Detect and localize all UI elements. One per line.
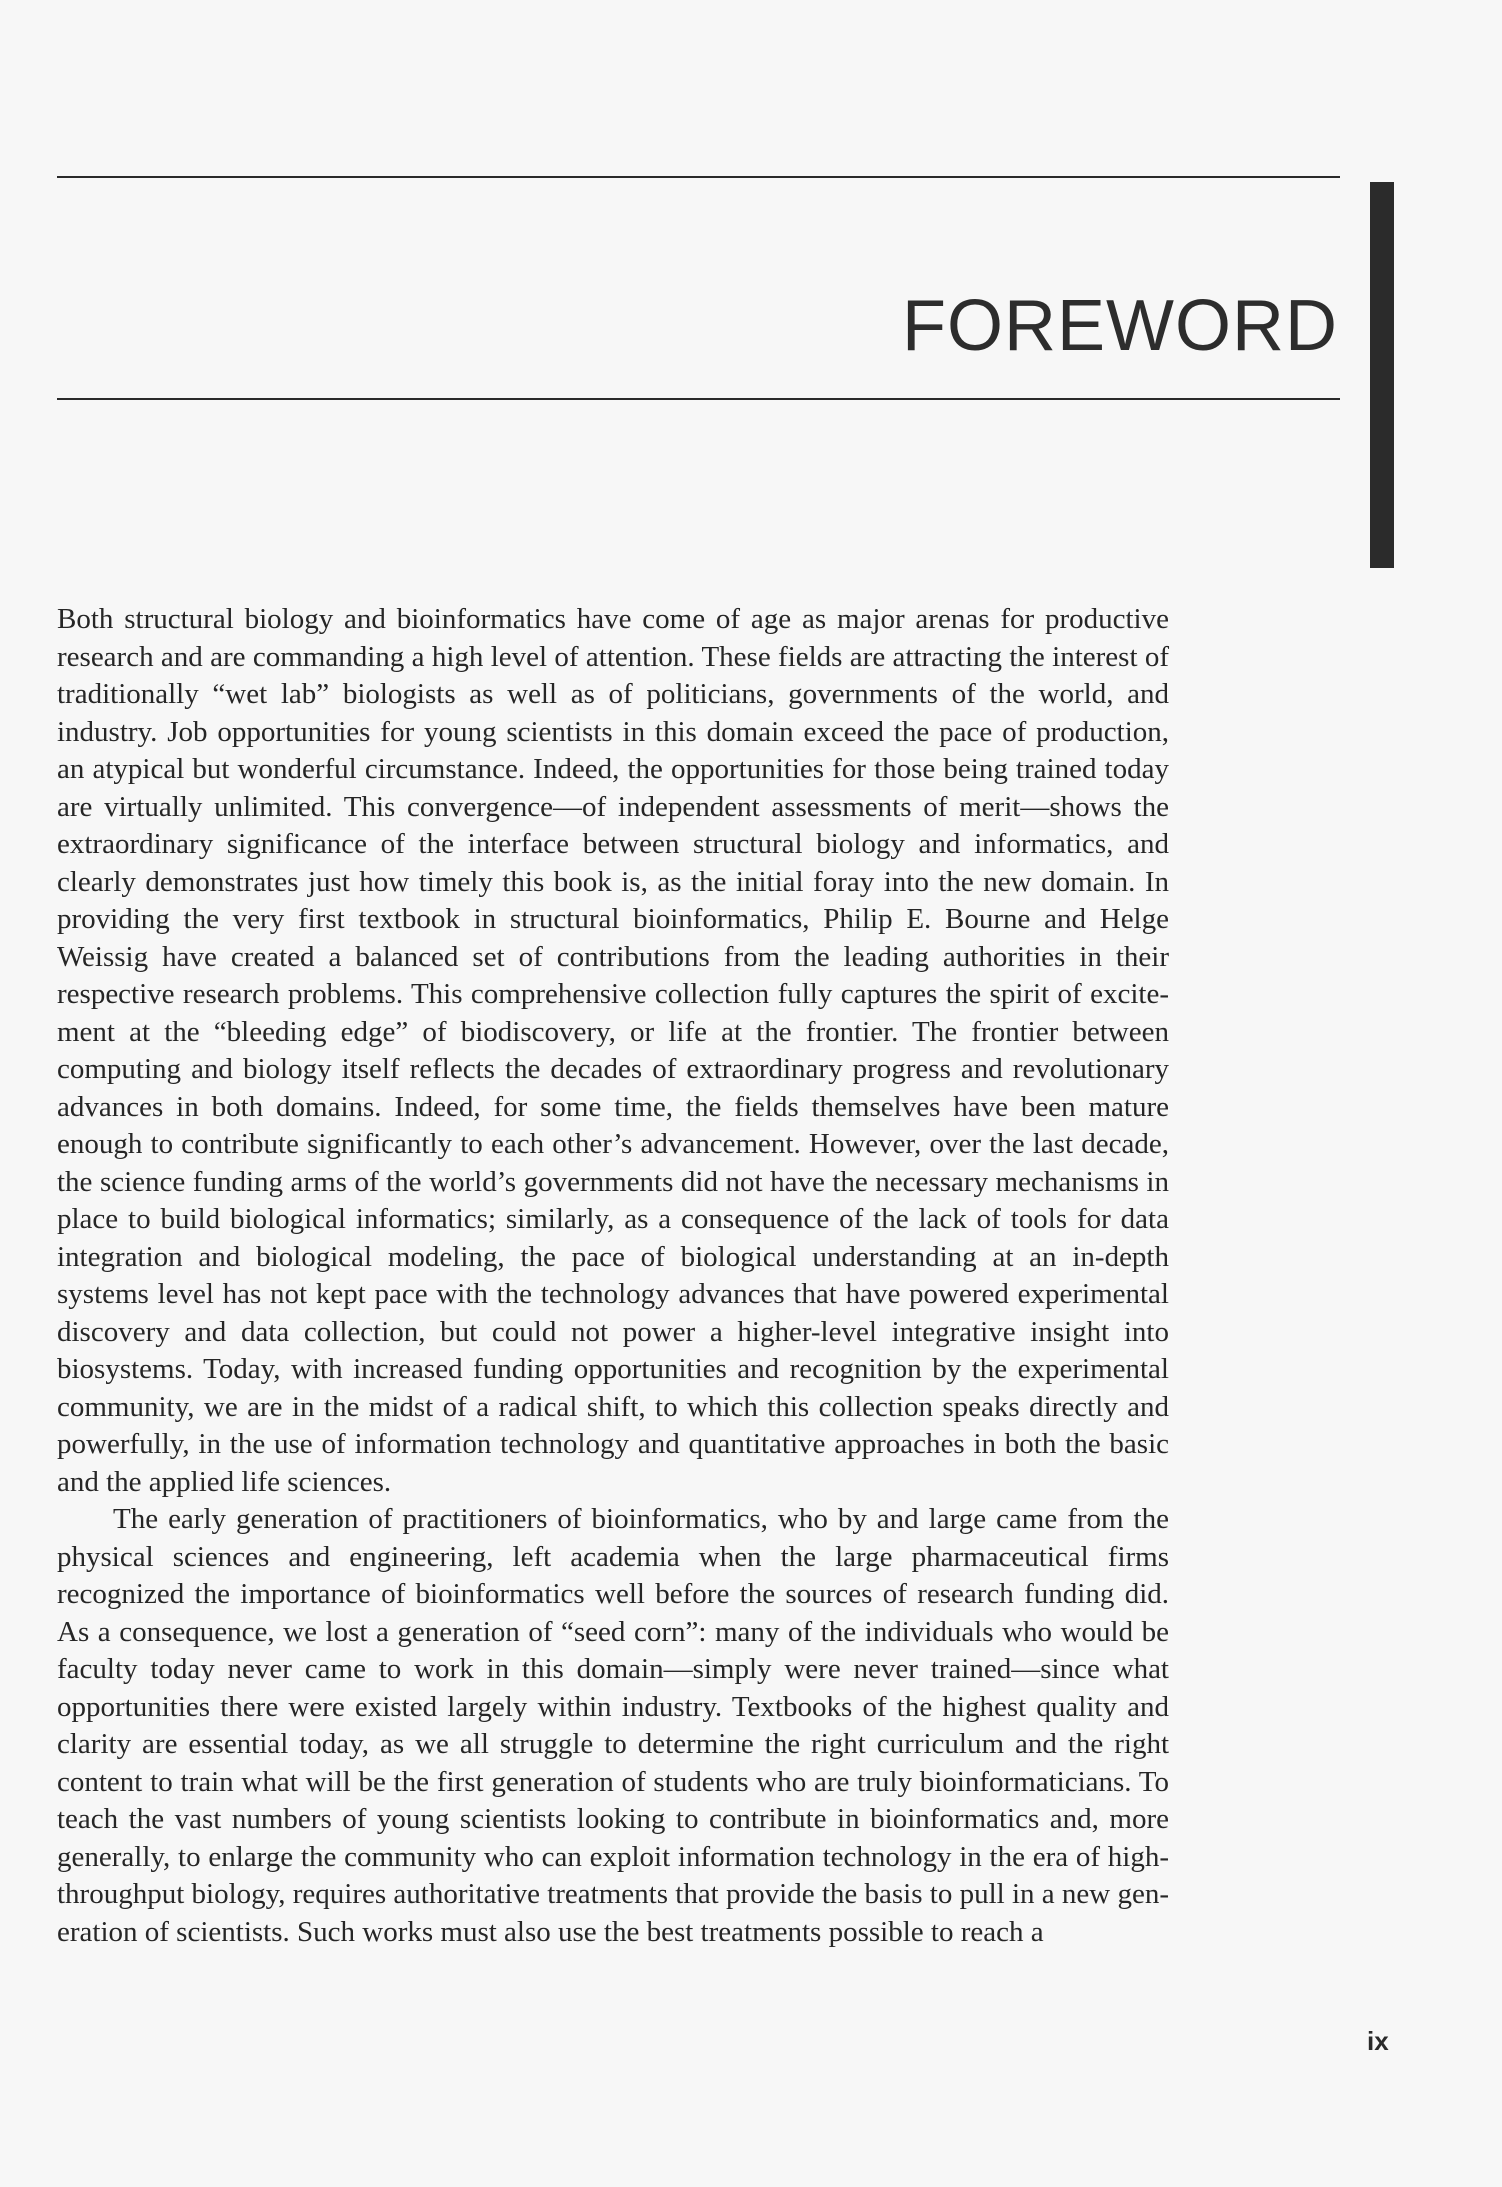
chapter-title: FOREWORD: [902, 286, 1338, 366]
chapter-side-tab: [1370, 182, 1394, 568]
page-number: ix: [1367, 2026, 1389, 2056]
header-bottom-rule: [57, 398, 1340, 400]
paragraph-1: Both structural biology and bioinformatics have come of age as major arenas for productive research and are commanding a high level of attention. These fields are attracting the interest of traditionally “wet lab” biologists as well as of politicians, governments of the world, and industry. Job opportunities for young scientists in this domain exceed the pace of production, an atypical but wonderful circumstance. Indeed, the opportunities for those being trained today are virtually unlimited. This convergence—of independent assessments of merit—shows the extraordinary significance of the interface between structural biology and informatics, and clearly demonstrates just how timely this book is, as the initial foray into the new domain. In providing the very first textbook in structural bioinformatics, Philip E. Bourne and Helge Weissig have created a balanced set of contributions from the leading authorities in their respective research problems. This comprehensive collection fully captures the spirit of excitement at the “bleeding edge” of biodiscovery, or life at the frontier. The frontier between computing and biology itself reflects the decades of extraordinary progress and revolutionary advances in both domains. Indeed, for some time, the fields themselves have been mature enough to contribute significantly to each other’s advancement. However, over the last decade, the science funding arms of the world’s governments did not have the necessary mechanisms in place to build biological informatics; similarly, as a consequence of the lack of tools for data integration and biological modeling, the pace of biological understanding at an in-depth systems level has not kept pace with the technology advances that have powered experimental discovery and data collection, but could not power a higher-level integrative insight into biosystems. Today, with increased funding opportunities and recognition by the experimental community, we are in the midst of a radical shift, to which this collection speaks directly and powerfully, in the use of information technology and quantitative approaches in both the basic and the applied life sciences.: [57, 603, 1169, 1498]
paragraph-2: The early generation of practitioners of bioinformatics, who by and large came from the physical sciences and engineering, left academia when the large pharmaceutical firms recognized the importance of bioinformatics well before the sources of research funding did. As a consequence, we lost a generation of “seed corn”: many of the individuals who would be faculty today never came to work in this domain—simply were never trained—since what opportunities there were existed largely within industry. Textbooks of the highest quality and clarity are essential today, as we all struggle to determine the right curriculum and the right content to train what will be the first generation of students who are truly bioinformaticians. To teach the vast numbers of young scientists looking to contribute in bioinformatics and, more generally, to enlarge the community who can exploit information technology in the era of high-throughput biology, requires authoritative treatments that provide the basis to pull in a new generation of scientists. Such works must also use the best treatments possible to reach a: [57, 1503, 1169, 1948]
foreword-body: [57, 601, 1169, 1951]
header-top-rule: [57, 176, 1340, 178]
